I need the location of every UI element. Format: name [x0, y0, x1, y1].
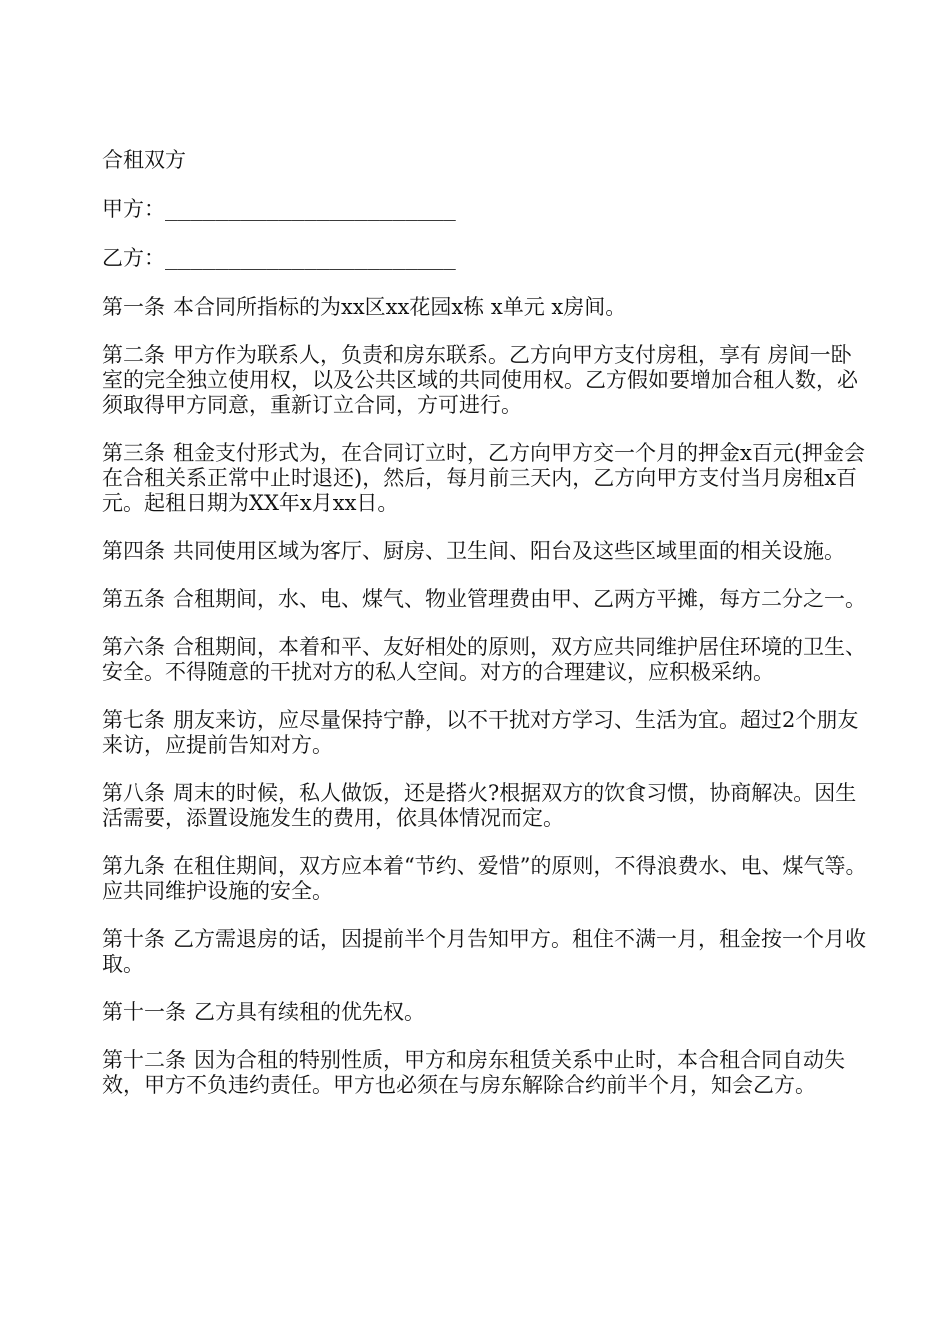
- clause-number: 第十一条: [102, 1000, 186, 1024]
- clause-11: [102, 1000, 868, 1025]
- clause-number: 第六条: [102, 635, 165, 659]
- clause-text: 乙方具有续租的优先权。: [194, 1000, 425, 1024]
- clause-text: 甲方作为联系人，负责和房东联系。乙方向甲方支付房租，享有 房间一卧室的完全独立使用权，以及公共区域的共同使用权。乙方假如要增加合租人数，必须取得甲方同意，重新订立合同，方可进行。: [102, 343, 858, 417]
- clause-text: 周末的时候，私人做饭，还是搭火?根据双方的饮食习惯，协商解决。因生活需要，添置设施发生的费用，依具体情况而定。: [102, 781, 857, 830]
- clause-number: 第九条: [102, 854, 165, 878]
- clause-number: 第二条: [102, 343, 165, 367]
- clause-text: 因为合租的特别性质，甲方和房东租赁关系中止时，本合租合同自动失效，甲方不负违约责任。甲方也必须在与房东解除合约前半个月，知会乙方。: [102, 1048, 845, 1097]
- party-a-label: 甲方：: [102, 197, 165, 221]
- clause-number: 第四条: [102, 539, 165, 563]
- clause-3: [102, 441, 868, 516]
- clause-text: 合租期间，本着和平、友好相处的原则，双方应共同维护居住环境的卫生、安全。不得随意的干扰对方的私人空间。对方的合理建议，应积极采纳。: [102, 635, 866, 684]
- party-b-blank: _______________________: [165, 246, 456, 270]
- clause-text: 朋友来访，应尽量保持宁静，以不干扰对方学习、生活为宜。超过2个朋友来访，应提前告知对方。: [102, 708, 859, 757]
- party-a-blank: _______________________: [165, 197, 456, 221]
- clause-number: 第十二条: [102, 1048, 186, 1072]
- clause-text: 租金支付形式为，在合同订立时，乙方向甲方交一个月的押金x百元(押金会在合租关系正常中止时退还)，然后，每月前三天内，乙方向甲方支付当月房租x百元。起租日期为XX年x月xx日。: [102, 441, 866, 515]
- clause-4: [102, 539, 868, 564]
- clause-text: 在租住期间，双方应本着“节约、爱惜”的原则，不得浪费水、电、煤气等。应共同维护设施的安全。: [102, 854, 867, 903]
- clause-number: 第三条: [102, 441, 165, 465]
- clause-number: 第五条: [102, 587, 165, 611]
- document-heading: 合租双方: [102, 148, 186, 172]
- clause-number: 第八条: [102, 781, 165, 805]
- party-b-line: [102, 246, 868, 271]
- clause-text: 共同使用区域为客厅、厨房、卫生间、阳台及这些区域里面的相关设施。: [173, 539, 845, 563]
- party-b-label: 乙方：: [102, 246, 165, 270]
- clause-12: [102, 1048, 868, 1098]
- clause-10: [102, 927, 868, 977]
- clause-number: 第七条: [102, 708, 165, 732]
- clause-number: 第十条: [102, 927, 165, 951]
- clause-6: [102, 635, 868, 685]
- clause-5: [102, 587, 868, 612]
- clause-1: [102, 295, 868, 320]
- clause-text: 本合同所指标的为xx区xx花园x栋 x单元 x房间。: [173, 295, 627, 319]
- clause-8: [102, 781, 868, 831]
- clause-9: [102, 854, 868, 904]
- clause-2: [102, 343, 868, 418]
- clause-text: 乙方需退房的话，因提前半个月告知甲方。租住不满一月，租金按一个月收取。: [102, 927, 866, 976]
- party-a-line: [102, 197, 868, 222]
- document-page: [102, 148, 868, 1121]
- clause-text: 合租期间，水、电、煤气、物业管理费由甲、乙两方平摊，每方二分之一。: [173, 587, 866, 611]
- clause-7: [102, 708, 868, 758]
- clause-number: 第一条: [102, 295, 165, 319]
